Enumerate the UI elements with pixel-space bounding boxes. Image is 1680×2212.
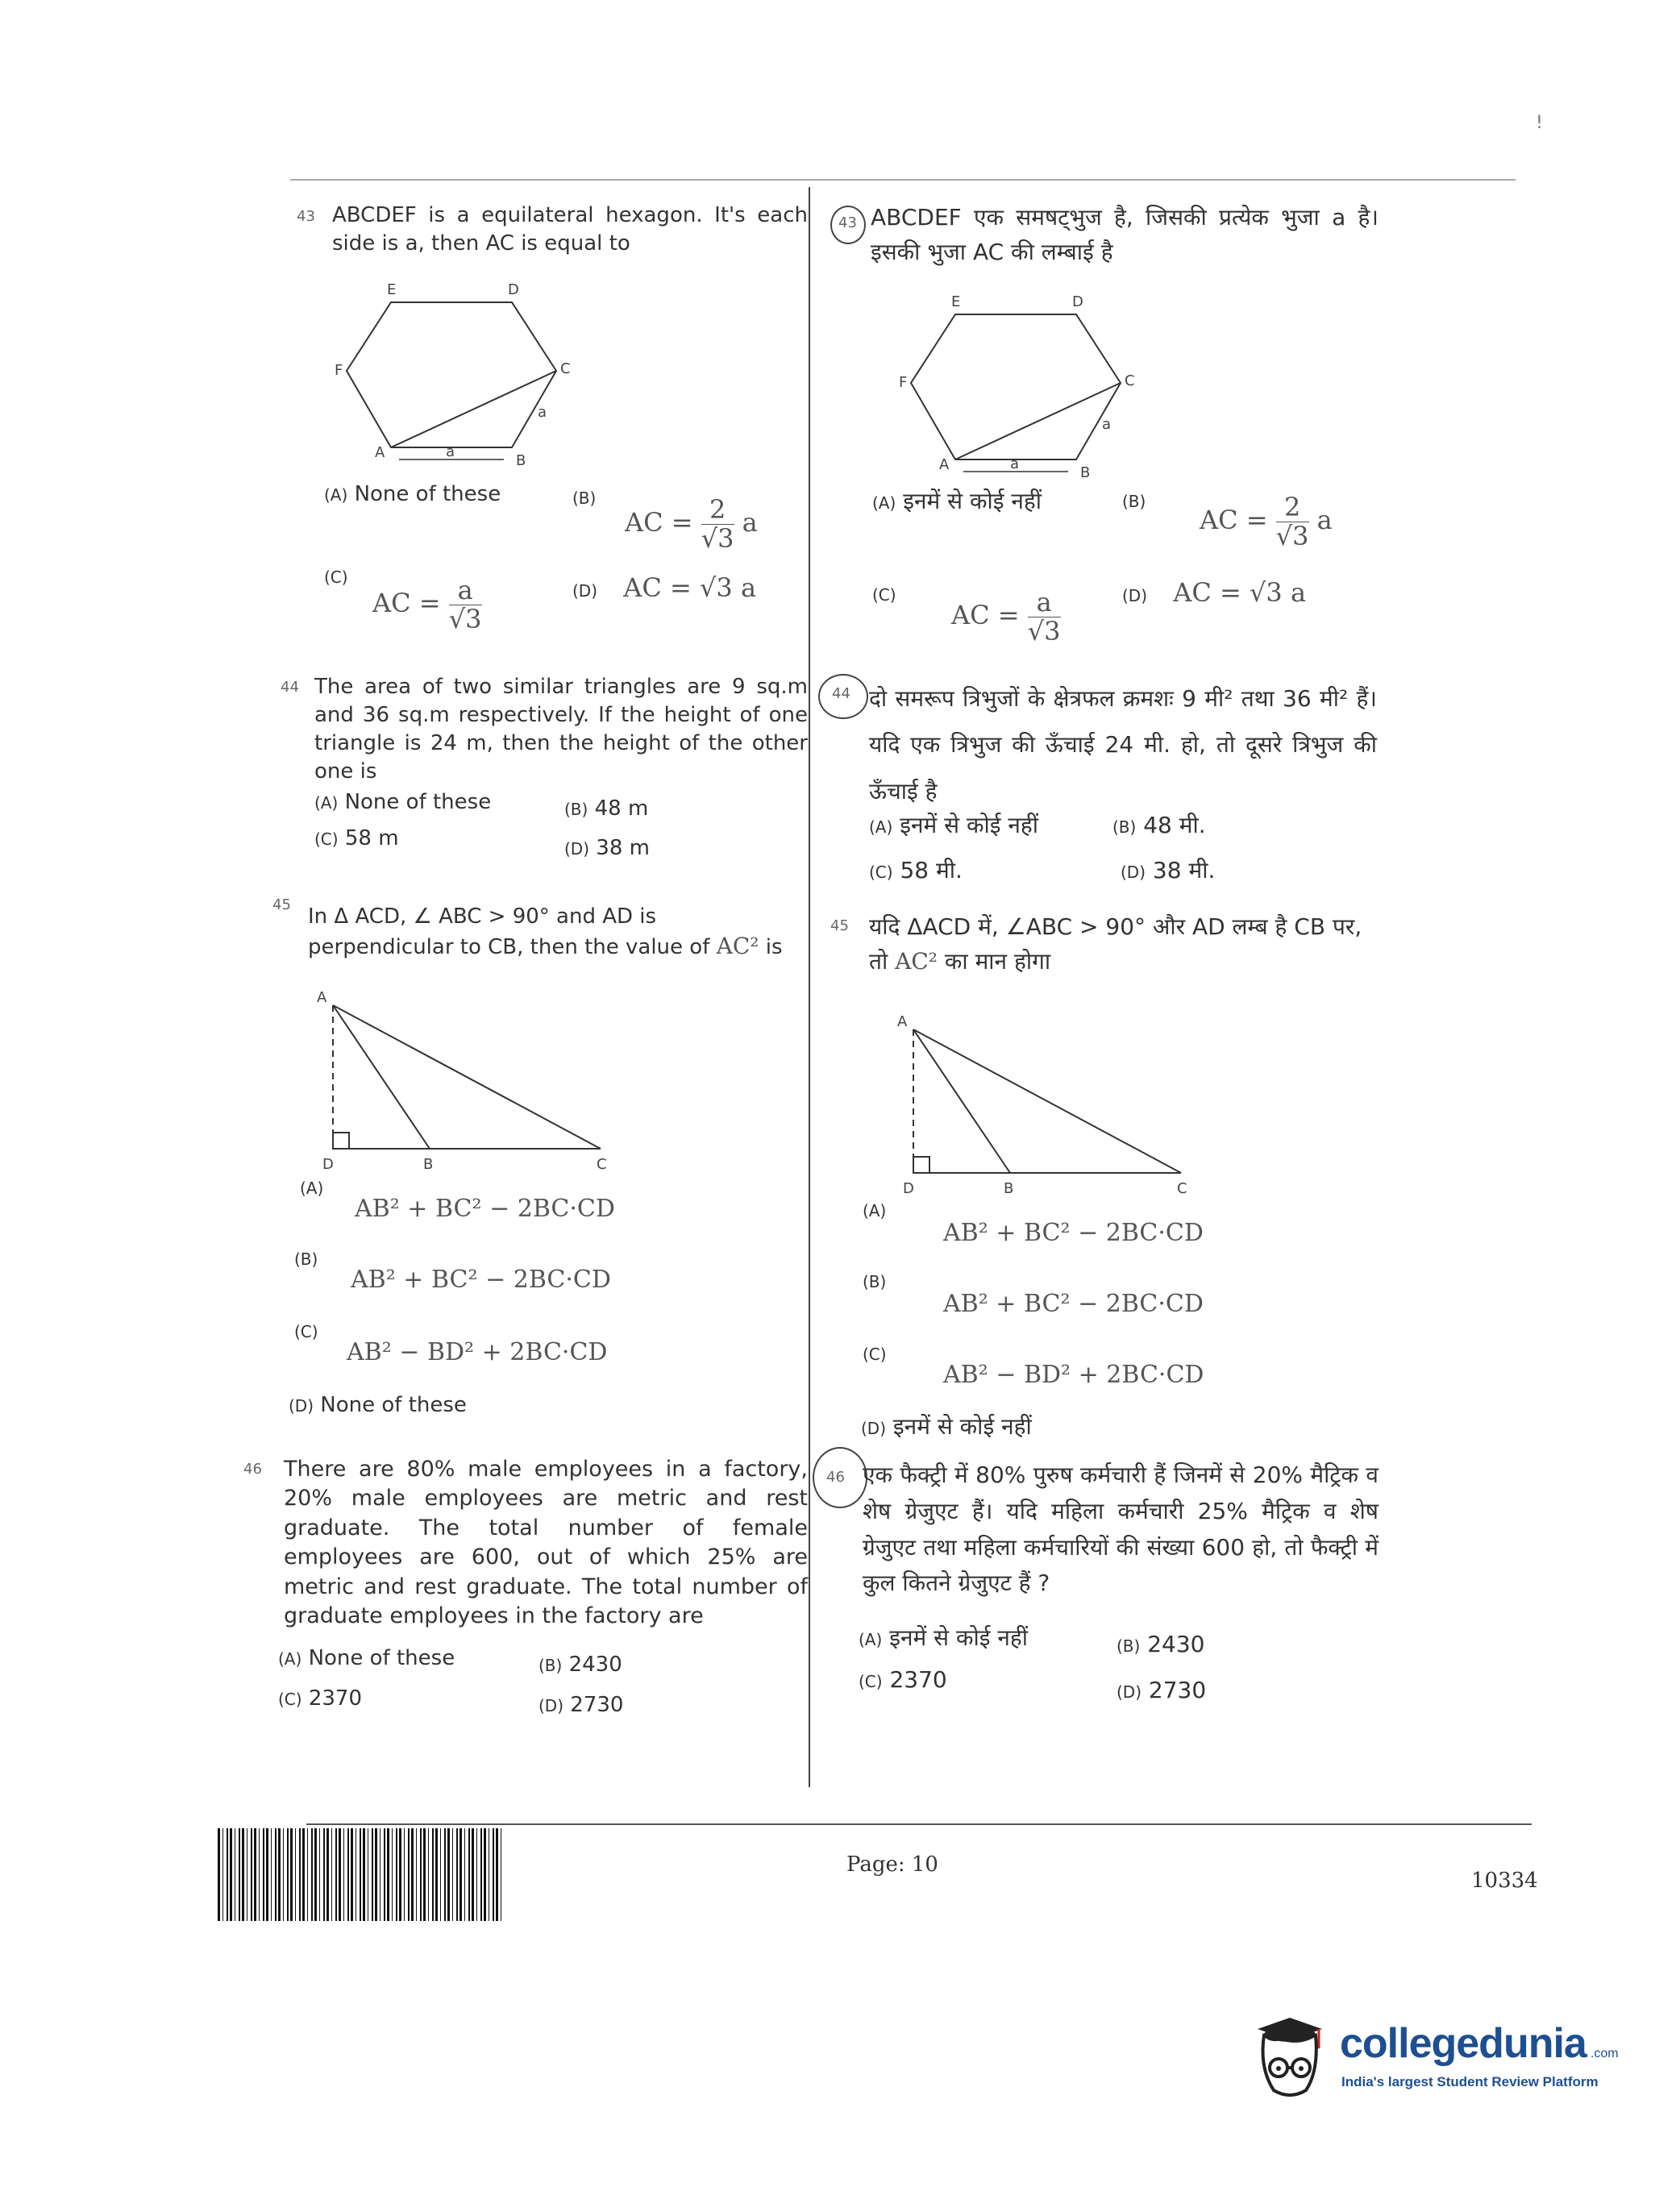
- question-text: In Δ ACD, ∠ ABC > 90° and AD is perpendicular to CB, then the value of AC² is: [308, 904, 783, 960]
- option-label: (B): [572, 489, 597, 508]
- option-text: None of these: [344, 790, 492, 814]
- question-text: दो समरूप त्रिभुजों के क्षेत्रफल क्रमशः 9 मी² तथा 36 मी² हैं। यदि एक त्रिभुज की ऊँचाई 24 मी. हो, तो दूसरे त्रिभुज की ऊँचाई है: [869, 685, 1377, 805]
- option-label: (D): [1117, 1682, 1142, 1702]
- option-text: 38 मी.: [1152, 857, 1216, 884]
- fraction: $\frac{2}{√3}$: [701, 494, 734, 555]
- option-label: (B): [1117, 1636, 1141, 1656]
- option-text: 2430: [1147, 1631, 1205, 1657]
- question-number: 46: [243, 1461, 262, 1478]
- option-b[interactable]: [572, 485, 596, 509]
- option-a[interactable]: [314, 790, 491, 814]
- vertex-label: D: [903, 1180, 914, 1197]
- option-b[interactable]: [1117, 1627, 1205, 1661]
- vertex-label: C: [1125, 372, 1135, 389]
- option-label: (A): [859, 1630, 883, 1649]
- vertex-label: D: [508, 281, 519, 298]
- question-number: 44: [832, 685, 850, 702]
- fraction: $\frac{2}{√3}$: [1275, 492, 1309, 552]
- option-text: 48 m: [594, 796, 649, 821]
- option-expr: AC = √3 a: [1173, 577, 1307, 608]
- option-c-expr: AB² − BD² + 2BC·CD: [943, 1361, 1204, 1389]
- page-number: Page: 10: [846, 1852, 938, 1877]
- option-a[interactable]: [324, 482, 501, 506]
- side-label: a: [538, 404, 547, 421]
- option-c[interactable]: [859, 1662, 947, 1697]
- option-a[interactable]: [869, 808, 1038, 842]
- option-b[interactable]: [1112, 808, 1206, 842]
- footer-rule: [306, 1823, 1532, 1825]
- vertex-label: B: [1004, 1180, 1014, 1197]
- brand-tagline: India's largest Student Review Platform: [1341, 2074, 1599, 2089]
- option-label: (A): [869, 817, 893, 837]
- vertex-label: A: [939, 456, 950, 473]
- option-a[interactable]: [872, 484, 1042, 518]
- question-text: There are 80% male employees in a factory, 20% male employees are metric and rest graduate. The total number of female employees are 600, out of which 25% are metric and rest graduate. The total number of graduate employees in the factory are: [284, 1457, 808, 1629]
- option-text: 58 m: [344, 826, 399, 850]
- option-d[interactable]: [564, 836, 650, 860]
- option-c[interactable]: [869, 853, 963, 888]
- option-text: 2370: [308, 1686, 363, 1711]
- option-a-expr: AB² + BC² − 2BC·CD: [355, 1195, 615, 1223]
- option-c[interactable]: [872, 582, 896, 606]
- option-text: इनमें से कोई नहीं: [892, 1413, 1032, 1440]
- option-text: None of these: [320, 1393, 467, 1417]
- option-a[interactable]: [859, 1620, 1028, 1655]
- option-c[interactable]: (C): [863, 1345, 887, 1364]
- collegedunia-watermark: [1241, 2011, 1628, 2108]
- option-c-expr: [372, 576, 482, 634]
- option-label: (A): [314, 793, 339, 813]
- option-d[interactable]: [289, 1393, 467, 1417]
- option-b-expr: AB² + BC² − 2BC·CD: [943, 1290, 1204, 1318]
- option-c[interactable]: [324, 564, 348, 588]
- option-text: 2730: [1148, 1677, 1207, 1703]
- option-label: (D): [572, 581, 598, 601]
- triangle-figure: [891, 1012, 1197, 1201]
- option-label: (B): [564, 800, 588, 819]
- option-d[interactable]: [539, 1693, 623, 1717]
- question-number: 43: [297, 208, 315, 225]
- question-text: एक फैक्ट्री में 80% पुरुष कर्मचारी हैं जिनमें से 20% मैट्रिक व शेष ग्रेजुएट हैं। यदि महिला कर्मचारी 25% मैट्रिक व शेष ग्रेजुएट तथा महिला कर्मचारियों की संख्या 600 हो, तो फैक्ट्री में कुल कितने ग्रेजुएट हैं ?: [863, 1462, 1379, 1597]
- expr-lhs: AC =: [372, 588, 441, 619]
- expr-lhs: AC =: [951, 600, 1020, 631]
- option-a[interactable]: (A): [300, 1179, 324, 1198]
- expr-lhs: AC =: [625, 507, 693, 538]
- option-text: 48 मी.: [1143, 812, 1206, 838]
- option-label: (D): [1121, 863, 1146, 882]
- option-text: इनमें से कोई नहीं: [900, 812, 1039, 838]
- option-label: (C): [859, 1672, 883, 1691]
- expr-suffix: a: [742, 507, 758, 538]
- vertex-label: A: [317, 989, 327, 1006]
- question-text: ABCDEF एक समषट्भुज है, जिसकी प्रत्येक भुजा a है। इसकी भुजा AC की लम्बाई है: [871, 204, 1379, 266]
- option-label: (A): [324, 485, 348, 505]
- vertex-label: A: [897, 1013, 908, 1030]
- option-label: (C): [278, 1690, 302, 1709]
- option-label: (B): [1122, 492, 1146, 511]
- option-label: (A): [278, 1649, 302, 1669]
- option-text: इनमें से कोई नहीं: [889, 1624, 1029, 1651]
- question-number: 46: [826, 1469, 845, 1486]
- option-d[interactable]: [1122, 577, 1306, 608]
- option-text: 38 m: [596, 836, 650, 860]
- option-c-expr: [951, 588, 1061, 646]
- question-number: 45: [830, 917, 849, 934]
- option-d[interactable]: [1121, 853, 1215, 888]
- vertex-label: F: [899, 374, 908, 391]
- vertex-label: B: [423, 1156, 434, 1173]
- option-text: इनमें से कोई नहीं: [903, 488, 1042, 514]
- option-c[interactable]: [278, 1686, 362, 1711]
- paper-code: 10334: [1471, 1869, 1538, 1893]
- mascot-icon: [1241, 2011, 1338, 2108]
- brand-name: collegedunia .com: [1340, 2020, 1619, 2067]
- option-d[interactable]: [861, 1409, 1032, 1444]
- question-number: 44: [281, 679, 299, 696]
- option-label: (C): [869, 863, 893, 882]
- option-c[interactable]: (C): [294, 1322, 318, 1341]
- option-label: (A): [872, 493, 896, 513]
- vertex-label: C: [597, 1156, 607, 1173]
- option-text: None of these: [308, 1646, 455, 1670]
- question-text: The area of two similar triangles are 9 sq.m and 36 sq.m respectively. If the height of one triangle is 24 m, then the height of the other one is: [314, 675, 808, 784]
- option-b[interactable]: [564, 796, 648, 821]
- column-divider: [809, 187, 810, 1787]
- vertex-label: A: [375, 444, 385, 461]
- vertex-label: D: [1072, 293, 1083, 310]
- side-label: a: [1102, 416, 1112, 433]
- option-b[interactable]: [539, 1653, 622, 1677]
- side-label: a: [1010, 455, 1020, 472]
- option-d[interactable]: [572, 572, 756, 603]
- inline-expr: AC²: [716, 933, 759, 960]
- option-label: (C): [872, 585, 896, 605]
- vertex-label: D: [322, 1156, 334, 1173]
- option-label: (D): [564, 839, 590, 859]
- inline-expr: AC²: [895, 948, 938, 975]
- option-a[interactable]: (A): [863, 1201, 887, 1220]
- option-a-expr: AB² + BC² − 2BC·CD: [943, 1219, 1204, 1247]
- vertex-label: C: [1177, 1180, 1187, 1197]
- vertex-label: F: [335, 362, 343, 379]
- triangle-figure: [310, 988, 617, 1177]
- option-label: (D): [1122, 586, 1148, 605]
- expr-lhs: AC =: [1200, 505, 1268, 536]
- option-label: (D): [539, 1696, 564, 1715]
- question-text: ABCDEF is a equilateral hexagon. It's each side is a, then AC is equal to: [332, 203, 808, 256]
- option-label: (B): [539, 1656, 563, 1675]
- barcode: [218, 1828, 504, 1921]
- hexagon-figure: [335, 278, 576, 472]
- option-text: 2730: [570, 1693, 624, 1717]
- option-b[interactable]: (B): [294, 1249, 318, 1269]
- option-d[interactable]: [1117, 1673, 1206, 1707]
- option-text: 2430: [568, 1653, 622, 1677]
- hexagon-figure: [899, 290, 1141, 484]
- expr-suffix: a: [1316, 505, 1333, 536]
- option-text: None of these: [354, 482, 501, 506]
- option-label: (C): [314, 830, 339, 849]
- top-rule: [290, 179, 1516, 181]
- vertex-label: E: [951, 293, 961, 310]
- vertex-label: B: [1080, 464, 1091, 481]
- question-number: 43: [838, 214, 857, 231]
- vertex-label: E: [387, 281, 397, 298]
- option-a[interactable]: [278, 1646, 455, 1670]
- fraction: $\frac{a}{√3}$: [448, 575, 482, 635]
- side-label: a: [446, 443, 455, 460]
- option-label: (D): [289, 1396, 314, 1416]
- option-b-expr: [625, 496, 758, 553]
- option-label: (C): [324, 568, 348, 587]
- option-c-expr: AB² − BD² + 2BC·CD: [347, 1338, 608, 1366]
- option-b-expr: AB² + BC² − 2BC·CD: [351, 1266, 611, 1294]
- corner-mark: !: [1536, 113, 1543, 133]
- question-number: 45: [272, 896, 291, 913]
- question-text: यदि ΔACD में, ∠ABC > 90° और AD लम्ब है CB पर, तो AC² का मान होगा: [869, 913, 1362, 975]
- fraction: $\frac{a}{√3}$: [1027, 587, 1061, 647]
- option-b-expr: [1200, 493, 1333, 551]
- vertex-label: C: [560, 360, 571, 377]
- option-label: (B): [1112, 817, 1137, 837]
- option-b[interactable]: (B): [863, 1272, 887, 1291]
- option-label: (D): [861, 1419, 887, 1438]
- option-text: 2370: [889, 1666, 947, 1693]
- vertex-label: B: [516, 452, 526, 469]
- option-c[interactable]: [314, 826, 399, 850]
- option-text: 58 मी.: [900, 857, 963, 884]
- option-b[interactable]: [1122, 489, 1146, 513]
- option-expr: AC = √3 a: [623, 572, 757, 603]
